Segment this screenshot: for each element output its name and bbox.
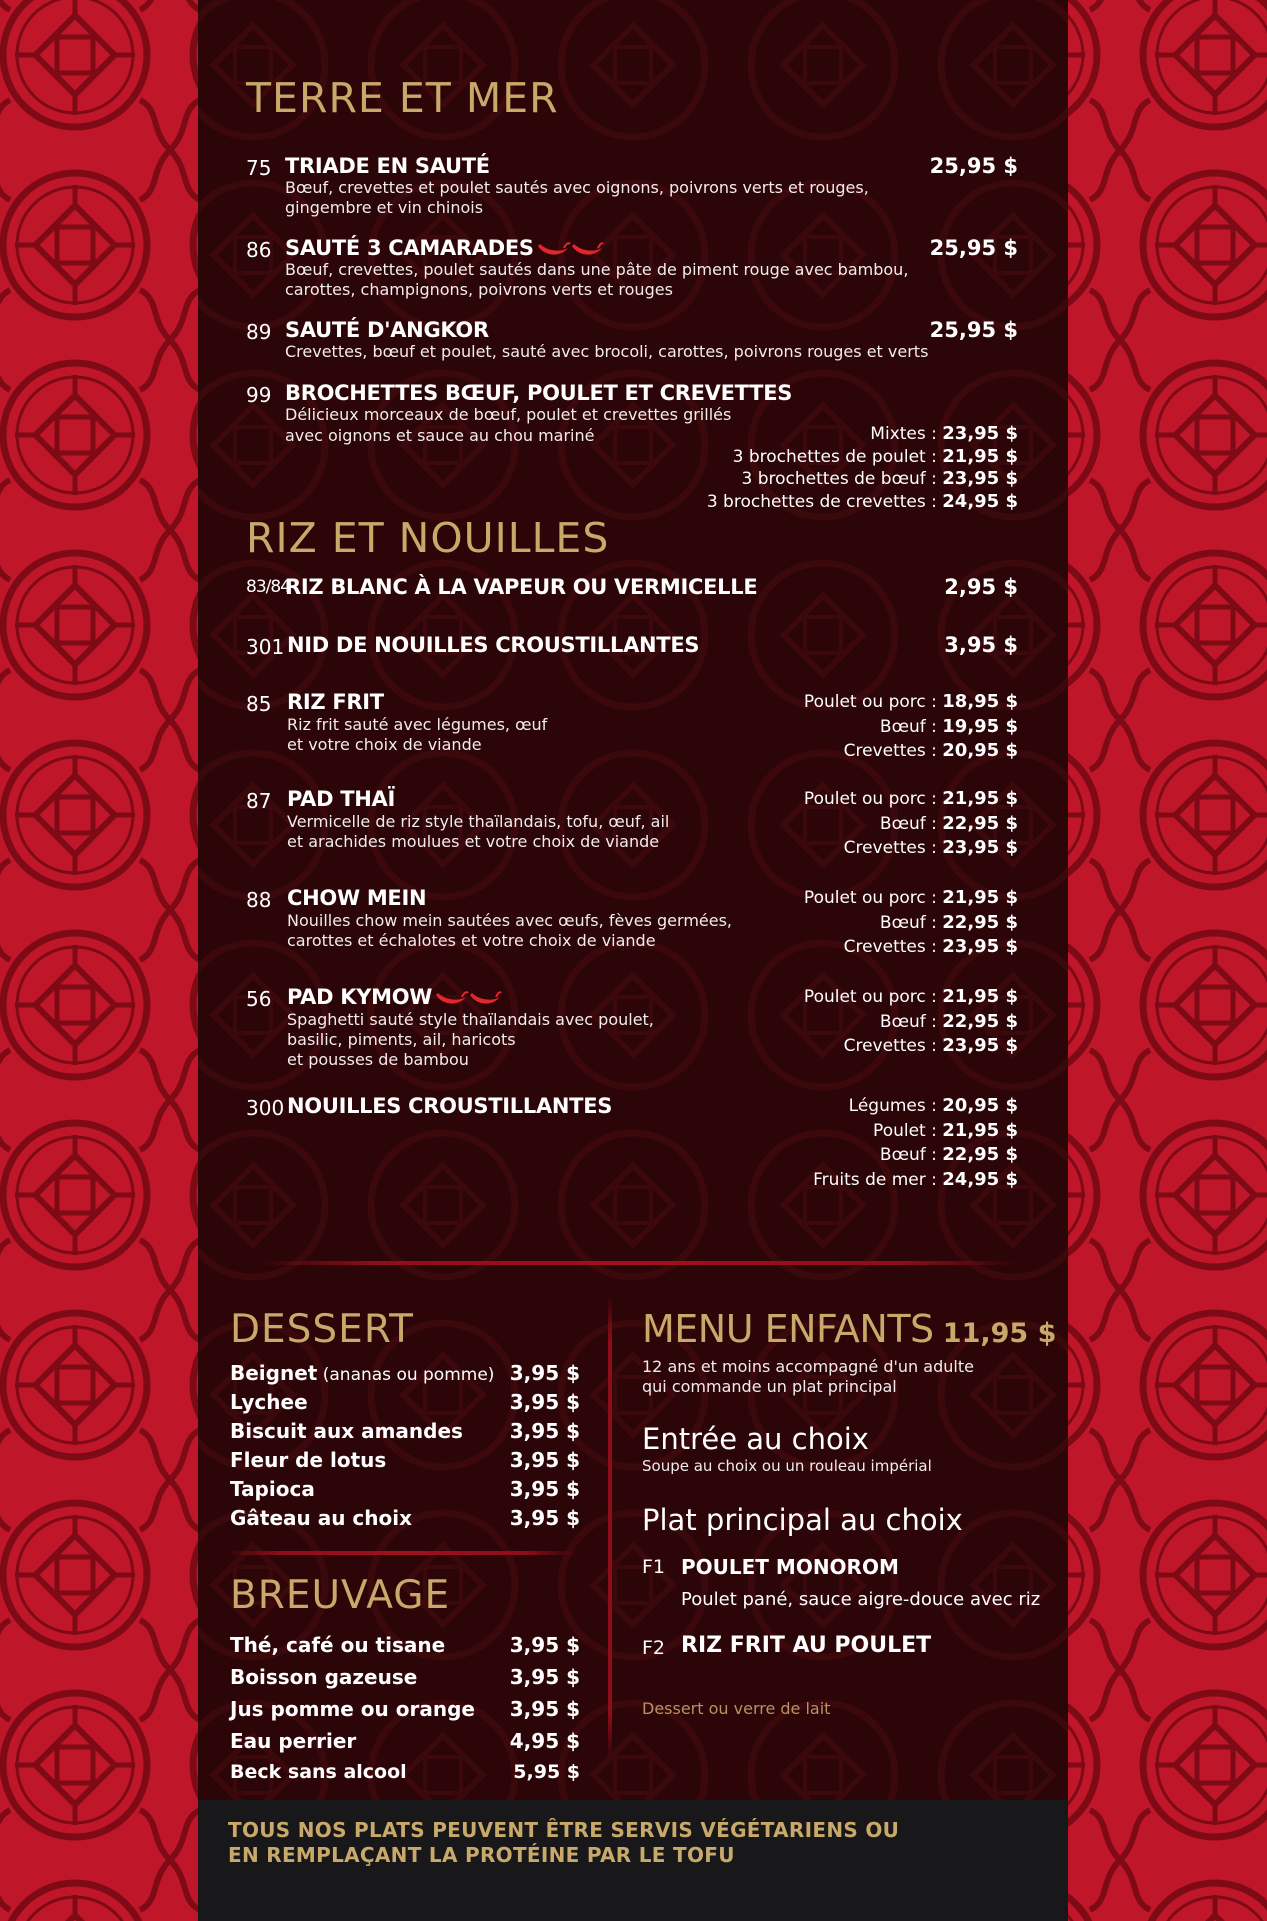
option-label: Bœuf :: [879, 716, 943, 737]
option-price: 22,95 $: [942, 1010, 1018, 1032]
section-title-terre-et-mer: TERRE ET MER: [246, 74, 559, 122]
drink-item: [230, 1729, 580, 1753]
drink-price: 3,95 $: [509, 1633, 580, 1657]
item-name-wrap: [285, 236, 604, 260]
item-description: carottes, champignons, poivrons verts et rouges: [285, 280, 673, 299]
item-description: gingembre et vin chinois: [285, 198, 484, 217]
kids-menu-header: [642, 1307, 1056, 1351]
dessert-name: Biscuit aux amandes: [230, 1419, 463, 1443]
item-name: SAUTÉ D'ANGKOR: [285, 318, 489, 342]
dessert-item: [230, 1448, 580, 1472]
menu-item: [246, 381, 1018, 511]
menu-item: [246, 318, 1018, 368]
item-description: Bœuf, crevettes et poulet sautés avec oignons, poivrons verts et rouges,: [285, 178, 869, 197]
spicy-chili-icon: [434, 987, 502, 1009]
price-options: [707, 423, 1018, 513]
option-label: Crevettes :: [843, 1036, 943, 1056]
kids-menu-note: qui commande un plat principal: [642, 1377, 897, 1396]
option-label: 3 brochettes de bœuf :: [741, 469, 943, 489]
spicy-chili-icon: [536, 238, 604, 260]
option-price: 23,95 $: [942, 936, 1018, 957]
dessert-note: (ananas ou pomme): [317, 1365, 495, 1385]
drink-item: [230, 1665, 580, 1689]
item-number: 56: [246, 987, 272, 1011]
option-price: 22,95 $: [942, 812, 1018, 834]
item-name: BROCHETTES BŒUF, POULET ET CREVETTES: [285, 381, 793, 405]
item-number: 85: [246, 692, 272, 716]
item-name-wrap: [287, 985, 502, 1009]
drink-name: Eau perrier: [230, 1729, 357, 1753]
option-label: Bœuf :: [879, 1145, 943, 1165]
dessert-name: Beignet: [230, 1361, 318, 1385]
option-price: 21,95 $: [942, 445, 1018, 467]
item-name: NOUILLES CROUSTILLANTES: [287, 1094, 613, 1118]
kids-dish-desc: Poulet pané, sauce aigre-douce avec riz: [681, 1589, 1041, 1610]
kids-entree-desc: Soupe au choix ou un rouleau impérial: [642, 1457, 932, 1475]
option-price: 18,95 $: [942, 691, 1018, 712]
menu-item: [246, 985, 1018, 1085]
menu-item: [246, 575, 1018, 605]
footer-banner: [198, 1800, 1068, 1921]
drink-item: [230, 1761, 580, 1783]
section-divider: [226, 1551, 578, 1555]
option-price: 20,95 $: [942, 740, 1018, 761]
item-description: avec oignons et sauce au chou mariné: [285, 426, 595, 445]
drink-item: [230, 1697, 580, 1721]
kids-main-title: Plat principal au choix: [642, 1503, 963, 1537]
dessert-name: Lychee: [230, 1390, 308, 1414]
option-label: Crevettes :: [843, 937, 943, 957]
footer-line: EN REMPLAÇANT LA PROTÉINE PAR LE TOFU: [228, 1843, 735, 1867]
item-name: PAD KYMOW: [287, 985, 433, 1009]
item-description: et votre choix de viande: [287, 735, 482, 754]
kids-dish-name: RIZ FRIT AU POULET: [681, 1633, 932, 1658]
drink-name: Beck sans alcool: [230, 1761, 407, 1783]
dessert-item: [230, 1361, 580, 1385]
drink-name: Thé, café ou tisane: [230, 1633, 446, 1657]
menu-item: [246, 1094, 1018, 1194]
dessert-price: 3,95 $: [509, 1448, 580, 1472]
item-price: 2,95 $: [944, 575, 1018, 599]
option-label: Fruits de mer :: [813, 1169, 943, 1190]
dessert-name: Gâteau au choix: [230, 1506, 413, 1530]
kids-menu-title: MENU ENFANTS: [642, 1307, 934, 1351]
kids-dish-number: F2: [642, 1637, 666, 1659]
item-number: 75: [246, 156, 272, 180]
kids-dish-name: POULET MONOROM: [681, 1555, 899, 1579]
kids-dessert-note: Dessert ou verre de lait: [642, 1699, 831, 1718]
item-description: et pousses de bambou: [287, 1050, 469, 1069]
option-price: 23,95 $: [942, 423, 1018, 444]
drink-item: [230, 1633, 580, 1657]
option-price: 20,95 $: [942, 1095, 1018, 1116]
item-number: 86: [246, 238, 272, 262]
price-options: [804, 886, 1018, 960]
option-label: Poulet ou porc :: [803, 789, 943, 809]
section-divider: [258, 1261, 1018, 1265]
item-number: 87: [246, 789, 272, 813]
item-name: RIZ FRIT: [287, 690, 384, 714]
dessert-item: [230, 1390, 580, 1414]
item-number: 88: [246, 888, 272, 912]
item-description: Riz frit sauté avec légumes, œuf: [287, 715, 548, 734]
option-label: Poulet :: [873, 1120, 943, 1141]
item-name: SAUTÉ 3 CAMARADES: [285, 236, 534, 260]
option-label: Crevettes :: [843, 838, 943, 858]
item-price: 25,95 $: [929, 154, 1018, 178]
dessert-price: 3,95 $: [509, 1390, 580, 1414]
kids-dish-number: F1: [642, 1556, 666, 1578]
kids-menu-price: 11,95 $: [942, 1318, 1057, 1349]
section-title-breuvage: BREUVAGE: [230, 1573, 451, 1618]
column-divider: [608, 1295, 612, 1760]
drink-price: 4,95 $: [509, 1729, 580, 1753]
option-label: Crevettes :: [843, 741, 943, 761]
price-options: [804, 690, 1018, 764]
kids-entree-title: Entrée au choix: [642, 1422, 869, 1456]
item-name: RIZ BLANC À LA VAPEUR OU VERMICELLE: [285, 575, 758, 599]
price-options: [804, 787, 1018, 861]
option-price: 21,95 $: [942, 887, 1018, 908]
option-label: Poulet ou porc :: [803, 692, 943, 712]
option-price: 21,95 $: [942, 788, 1018, 809]
option-price: 23,95 $: [942, 837, 1018, 858]
menu-item: [246, 787, 1018, 867]
menu-item: [246, 690, 1018, 770]
item-price: 3,95 $: [944, 633, 1018, 657]
item-number: 301: [246, 635, 285, 659]
menu-item: [246, 154, 1018, 224]
item-description: carottes et échalotes et votre choix de viande: [287, 931, 656, 950]
item-description: Délicieux morceaux de bœuf, poulet et crevettes grillés: [285, 405, 732, 424]
item-name: PAD THAÏ: [287, 787, 396, 811]
option-price: 24,95 $: [942, 1168, 1018, 1190]
option-label: Bœuf :: [879, 912, 943, 933]
footer-line: TOUS NOS PLATS PEUVENT ÊTRE SERVIS VÉGÉTARIENS OU: [228, 1818, 900, 1842]
option-label: Bœuf :: [879, 1011, 943, 1032]
dessert-price: 3,95 $: [509, 1477, 580, 1501]
item-description: Crevettes, bœuf et poulet, sauté avec brocoli, carottes, poivrons rouges et verts: [285, 342, 929, 361]
item-name: NID DE NOUILLES CROUSTILLANTES: [287, 633, 700, 657]
dessert-name: Tapioca: [230, 1477, 315, 1501]
dessert-item: [230, 1506, 580, 1530]
dessert-item: [230, 1419, 580, 1443]
dessert-price: 3,95 $: [509, 1419, 580, 1443]
option-label: Poulet ou porc :: [803, 987, 943, 1007]
item-number: 99: [246, 383, 272, 407]
option-price: 21,95 $: [942, 1119, 1018, 1141]
option-price: 23,95 $: [942, 1035, 1018, 1056]
item-price: 25,95 $: [929, 318, 1018, 342]
item-description: et arachides moulues et votre choix de viande: [287, 832, 660, 851]
menu-item: [246, 236, 1018, 306]
item-number: 83/84: [246, 577, 290, 597]
item-description: basilic, piments, ail, haricots: [287, 1030, 516, 1049]
item-description: Bœuf, crevettes, poulet sautés dans une pâte de piment rouge avec bambou,: [285, 260, 909, 279]
option-price: 21,95 $: [942, 986, 1018, 1007]
dessert-price: 3,95 $: [509, 1506, 580, 1530]
item-name: CHOW MEIN: [287, 886, 427, 910]
option-price: 22,95 $: [942, 1144, 1018, 1165]
item-name: TRIADE EN SAUTÉ: [285, 154, 490, 178]
option-price: 19,95 $: [942, 715, 1018, 737]
item-description: Spaghetti sauté style thaïlandais avec poulet,: [287, 1010, 654, 1029]
option-label: 3 brochettes de crevettes :: [706, 491, 943, 512]
menu-item: [246, 633, 1018, 663]
item-description: Vermicelle de riz style thaïlandais, tofu, œuf, ail: [287, 812, 670, 831]
option-label: Poulet ou porc :: [803, 888, 943, 908]
footer-note: [228, 1818, 899, 1868]
drink-name: Boisson gazeuse: [230, 1665, 418, 1689]
option-label: Mixtes :: [870, 424, 943, 444]
option-price: 22,95 $: [942, 911, 1018, 933]
drink-price: 3,95 $: [509, 1697, 580, 1721]
menu-panel: [198, 0, 1068, 1921]
price-options: [813, 1094, 1018, 1192]
option-label: 3 brochettes de poulet :: [732, 446, 943, 467]
option-price: 24,95 $: [942, 490, 1018, 512]
drink-price: 3,95 $: [509, 1665, 580, 1689]
item-price: 25,95 $: [929, 236, 1018, 260]
option-label: Bœuf :: [879, 813, 943, 834]
menu-item: [246, 886, 1018, 966]
kids-menu-note: 12 ans et moins accompagné d'un adulte: [642, 1357, 974, 1376]
section-title-riz-et-nouilles: RIZ ET NOUILLES: [246, 514, 610, 562]
section-title-dessert: DESSERT: [230, 1307, 414, 1352]
drink-name: Jus pomme ou orange: [230, 1697, 475, 1721]
dessert-name: Fleur de lotus: [230, 1448, 387, 1472]
item-number: 300: [246, 1096, 285, 1120]
option-price: 23,95 $: [942, 468, 1018, 489]
dessert-price: 3,95 $: [509, 1361, 580, 1385]
drink-price: 5,95 $: [513, 1761, 580, 1783]
item-number: 89: [246, 320, 272, 344]
dessert-item: [230, 1477, 580, 1501]
option-label: Légumes :: [848, 1096, 943, 1116]
price-options: [804, 985, 1018, 1059]
item-description: Nouilles chow mein sautées avec œufs, fèves germées,: [287, 911, 733, 930]
